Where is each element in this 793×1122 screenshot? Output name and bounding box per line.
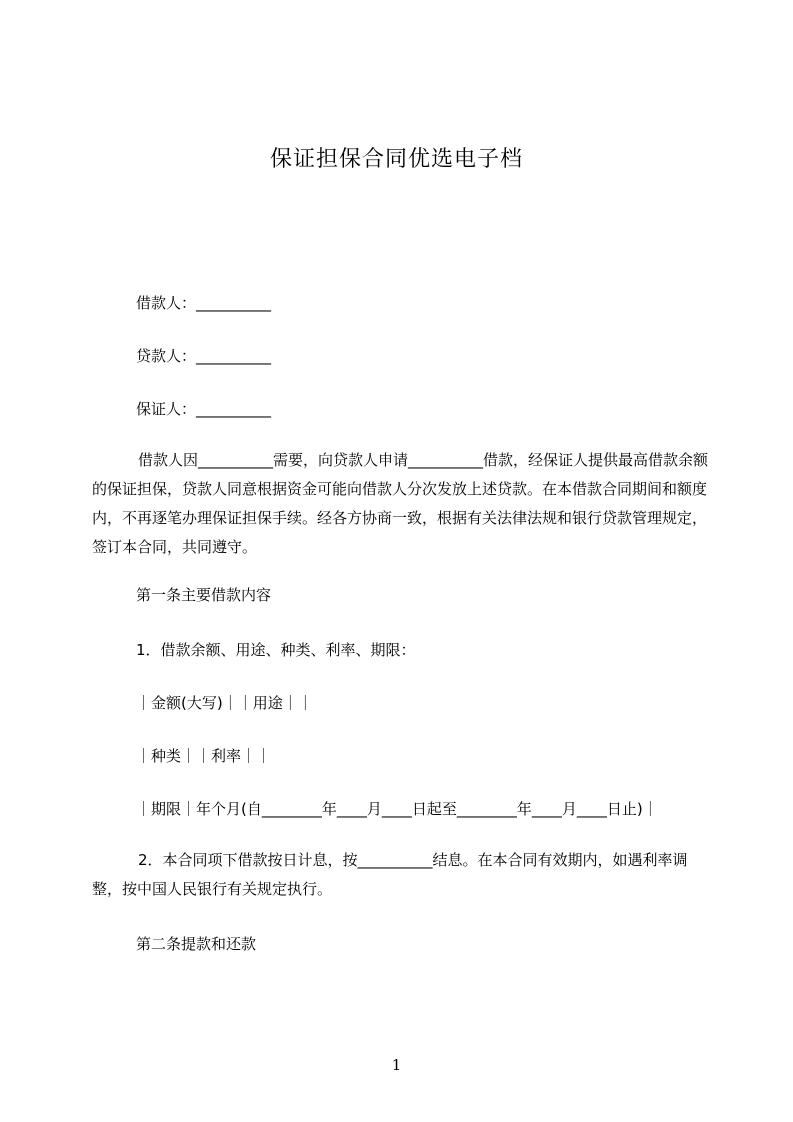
loan-table-row-type: ｜种类｜｜利率｜｜ <box>136 747 272 765</box>
article-2-heading: 第二条提款和还款 <box>136 935 257 953</box>
document-title: 保证担保合同优选电子档 <box>269 147 523 172</box>
borrower-line: 借款人：__________ <box>136 294 272 312</box>
item-1: 1．借款余额、用途、种类、利率、期限： <box>136 641 416 659</box>
loan-table-row-amount: ｜金额(大写)｜｜用途｜｜ <box>136 694 313 712</box>
guarantor-line: 保证人：__________ <box>136 400 272 418</box>
loan-table-row-term: ｜期限｜年个月(自________年____月____日起至________年____月____日止)｜ <box>136 800 658 818</box>
item-2-paragraph: 2．本合同项下借款按日计息，按__________结息。在本合同有效期内，如遇利率调整，按中国人民银行有关规定执行。 <box>92 851 688 898</box>
lender-line: 贷款人：__________ <box>136 347 272 365</box>
intro-paragraph: 借款人因__________需要，向贷款人申请__________借款，经保证人提供最高借款余额的保证担保，贷款人同意根据资金可能向借款人分次发放上述贷款。在本借款合同期间和额度内，不再逐笔办理保证担保手续。经各方协商一致，根据有关法律法规和银行贷款管理规定，签订本合同，共同遵守。 <box>92 451 709 556</box>
article-1-heading: 第一条主要借款内容 <box>136 586 272 604</box>
page-number: 1 <box>391 1056 402 1074</box>
